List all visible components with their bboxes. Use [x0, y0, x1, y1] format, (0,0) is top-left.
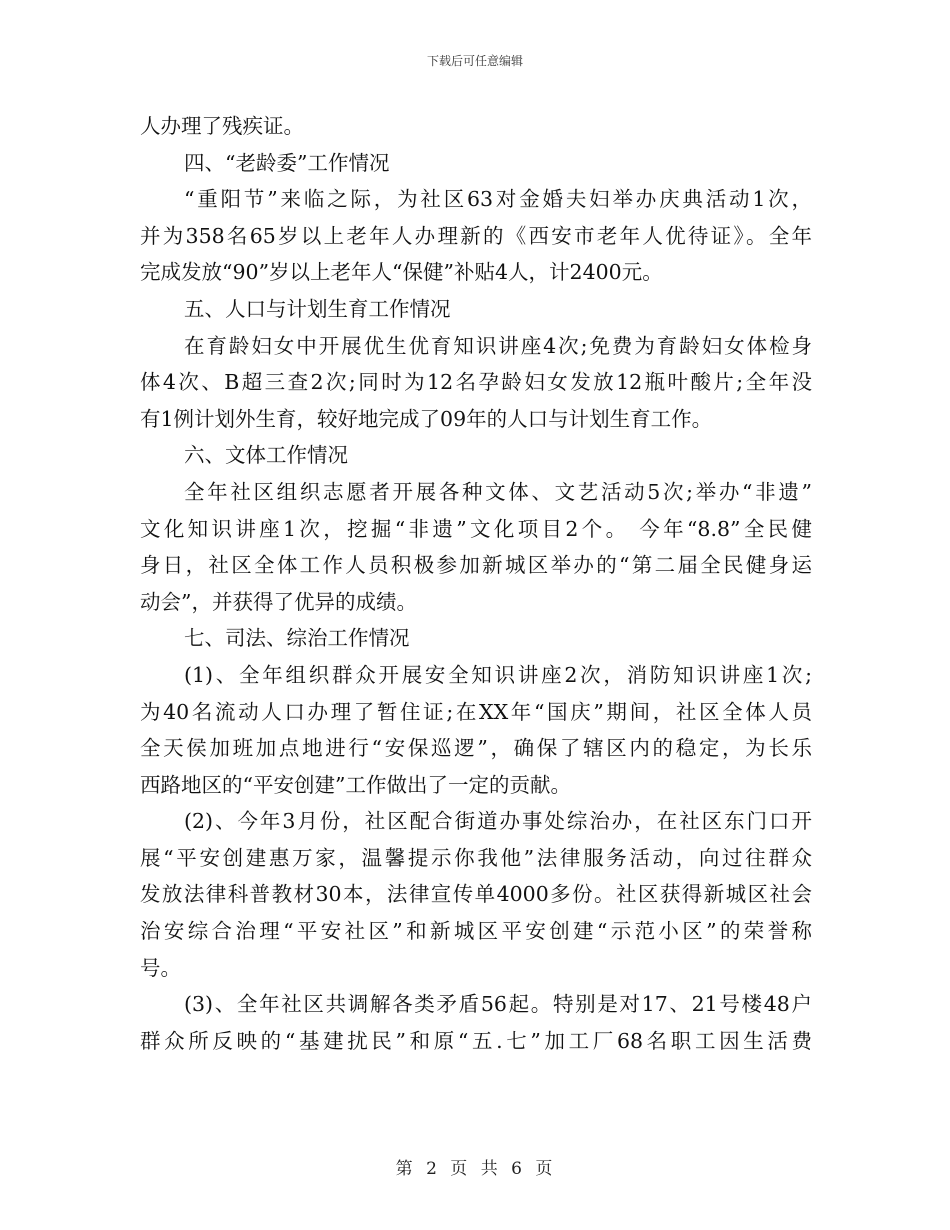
- paragraph-line: 完成发放“90”岁以上老年人“保健”补贴4人，计2400元。: [140, 260, 663, 285]
- section-heading: 六、文体工作情况: [184, 443, 348, 468]
- paragraph-line: 全天侯加班加点地进行“安保巡逻”，确保了辖区内的稳定，为长乐: [140, 736, 812, 761]
- paragraph-line: 号。: [140, 955, 181, 980]
- paragraph-line: (2)、今年3月份，社区配合街道办事处综治办，在社区东门口开: [184, 809, 812, 834]
- paragraph-line: 有1例计划外生育，较好地完成了09年的人口与计划生育工作。: [140, 406, 713, 431]
- document-body: [140, 108, 812, 1059]
- paragraph-line: (1)、全年组织群众开展安全知识讲座2次，消防知识讲座1次;: [184, 662, 812, 687]
- page-footer: 第 2 页 共 6 页: [395, 1159, 555, 1179]
- paragraph-line: 群众所反映的“基建扰民”和原“五.七”加工厂68名职工因生活费: [140, 1028, 812, 1053]
- paragraph-line: 治安综合治理“平安社区”和新城区平安创建“示范小区”的荣誉称: [140, 919, 812, 944]
- paragraph-line: 在育龄妇女中开展优生优育知识讲座4次;免费为育龄妇女体检身: [184, 333, 812, 358]
- paragraph-line: “重阳节”来临之际，为社区63对金婚夫妇举办庆典活动1次，: [184, 187, 812, 212]
- section-heading: 五、人口与计划生育工作情况: [184, 296, 451, 321]
- paragraph-line: 人办理了残疾证。: [140, 114, 304, 138]
- paragraph-line: 为40名流动人口办理了暂住证;在XX年“国庆”期间，社区全体人员: [140, 699, 812, 724]
- page-header: 下载后可任意编辑: [426, 54, 523, 68]
- section-heading: 四、“老龄委”工作情况: [184, 150, 390, 175]
- paragraph-line: 发放法律科普教材30本，法律宣传单4000多份。社区获得新城区社会: [140, 882, 812, 907]
- paragraph-line: 展“平安创建惠万家，温馨提示你我他”法律服务活动，向过往群众: [140, 845, 812, 870]
- paragraph-line: 文化知识讲座1次，挖掘“非遗”文化项目2个。 今年“8.8”全民健: [140, 516, 812, 541]
- paragraph-line: 全年社区组织志愿者开展各种文体、文艺活动5次;举办“非遗”: [184, 479, 812, 504]
- paragraph-line: 动会”，并获得了优异的成绩。: [140, 589, 417, 614]
- section-heading: 七、司法、综治工作情况: [184, 626, 410, 651]
- paragraph-line: 体4次、B超三查2次;同时为12名孕龄妇女发放12瓶叶酸片;全年没: [140, 370, 812, 395]
- paragraph-line: 西路地区的“平安创建”工作做出了一定的贡献。: [140, 772, 571, 797]
- paragraph-line: 并为358名65岁以上老年人办理新的《西安市老年人优待证》。全年: [140, 223, 812, 248]
- paragraph-line: (3)、全年社区共调解各类矛盾56起。特别是对17、21号楼48户: [184, 992, 812, 1017]
- paragraph-line: 身日，社区全体工作人员积极参加新城区举办的“第二届全民健身运: [140, 553, 812, 578]
